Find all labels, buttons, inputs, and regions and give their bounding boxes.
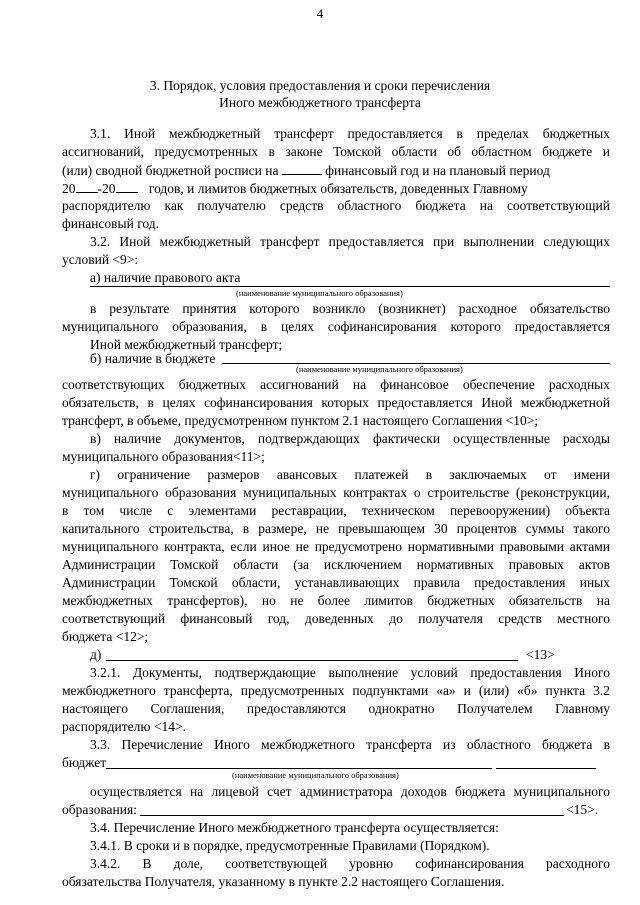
text-line: условий <9>:: [62, 252, 139, 267]
text-line: в) наличие документов, подтверждающих фактически осуществленные расходы: [90, 431, 610, 446]
text-line: 3.4.1. В сроки и в порядке, предусмотренные Правилами (Порядком).: [90, 838, 490, 853]
section-title-line-1: 3. Порядок, условия предоставления и сроки перечисления: [149, 78, 491, 93]
text-line: [62, 180, 610, 197]
text-line: финансовый год.: [62, 216, 160, 231]
text-line: капитального строительства, в размере, не превышающем 30 процентов суммы такого: [62, 521, 610, 536]
page-number: 4: [316, 6, 324, 21]
field-caption: (наименование муниципального образования): [296, 364, 463, 374]
blank-line: [106, 660, 518, 661]
text-line: межбюджетного трансферта, предусмотренных подпунктами «а» и (или) «б» пункта 3.2: [62, 683, 610, 698]
text-fragment: финансовый год и на плановый период: [325, 163, 550, 178]
text-line: а) наличие правового акта: [90, 270, 241, 285]
text-line: обязательств, в целях софинансирования которых предоставляется Иной межбюджетной: [62, 395, 610, 410]
text-line: осуществляется на лицевой счет администратора доходов бюджета муниципального: [90, 784, 610, 799]
text-line: д): [90, 647, 102, 662]
text-line: межбюджетных трансфертов), но не более лимитов бюджетных обязательств на: [62, 593, 610, 608]
text-line: 3.2. Иной межбюджетный трансферт предоставляется при выполнении следующих: [90, 234, 610, 249]
text-line: 3.3. Перечисление Иного межбюджетного трансферта из областного бюджета в: [90, 737, 610, 752]
text-line: в том числе с элементами реставрации, техническом перевооружении) объекта: [62, 503, 610, 518]
blank-field: [116, 180, 138, 193]
text-line: 3.4.2. В доле, соответствующей уровню софинансирования расходного: [90, 856, 610, 871]
text-line: 3.4. Перечисление Иного межбюджетного трансферта осуществляется:: [90, 820, 499, 835]
text-fragment: 20: [62, 181, 76, 196]
text-line: обязательства Получателя, указанному в пункте 2.2 настоящего Соглашения.: [62, 874, 505, 889]
footnote-ref: <13>: [526, 647, 555, 662]
text-line: Администрации Томской области, устанавливающих правила предоставления иных: [62, 575, 610, 590]
text-fragment: -20: [97, 181, 116, 196]
text-line: [62, 162, 550, 179]
section-title-line-2: Иного межбюджетного трансферта: [219, 95, 421, 110]
text-fragment: (или) сводной бюджетной росписи на: [62, 163, 279, 178]
text-line: соответствующий финансовый год, доведенных до получателя средств местного: [62, 611, 610, 626]
text-line: муниципального образования, в целях софинансирования которого предоставляется: [62, 319, 610, 334]
blank-line: [90, 286, 610, 287]
text-fragment: годов, и лимитов бюджетных обязательств, доведенных Главному: [148, 181, 528, 196]
text-line: в результате принятия которого возникло (возникнет) расходное обязательство: [90, 301, 610, 316]
field-caption: (наименование муниципального образования): [232, 770, 399, 780]
blank-line: [140, 815, 564, 816]
text-line: настоящего Соглашения, предоставляются однократно Получателем Главному: [62, 701, 610, 716]
footnote-ref: <15>.: [566, 802, 599, 817]
blank-field: [282, 162, 322, 175]
text-line: муниципального образования муниципальных контрактах о строительстве (реконструкции,: [62, 485, 610, 500]
text-line: бюджет: [62, 755, 107, 770]
field-caption: (наименование муниципального образования): [236, 288, 403, 298]
text-line: соответствующих бюджетных ассигнований на финансовое обеспечение расходных: [62, 377, 610, 392]
blank-line: [496, 768, 596, 769]
text-line: бюджета <12>;: [62, 629, 149, 644]
text-line: муниципального образования<11>;: [62, 449, 265, 464]
text-line: ассигнований, предусмотренных в законе Томской области об областном бюджете и: [62, 144, 610, 159]
text-line: Администрации Томской области (за исключением нормативных правовых актов: [62, 557, 610, 572]
text-line: г) ограничение размеров авансовых платежей в заключаемых от имени: [90, 467, 610, 482]
text-line: 3.2.1. Документы, подтверждающие выполнение условий предоставления Иного: [90, 665, 610, 680]
text-line: Иной межбюджетный трансферт;: [90, 337, 283, 352]
text-line: образования:: [62, 802, 137, 817]
blank-field: [76, 180, 98, 193]
text-line: муниципального контракта, если иное не предусмотрено нормативными правовыми актами: [62, 539, 610, 554]
text-line: распорядителю <14>.: [62, 719, 186, 734]
text-line: трансферт, в объеме, предусмотренном пунктом 2.1 настоящего Соглашения <10>;: [62, 413, 539, 428]
text-line: распорядителю как получателю средств областного бюджета на соответствующий: [62, 198, 610, 213]
text-line: 3.1. Иной межбюджетный трансферт предоставляется в пределах бюджетных: [90, 126, 610, 141]
blank-line: [106, 768, 492, 769]
text-line: б) наличие в бюджете: [90, 351, 216, 366]
